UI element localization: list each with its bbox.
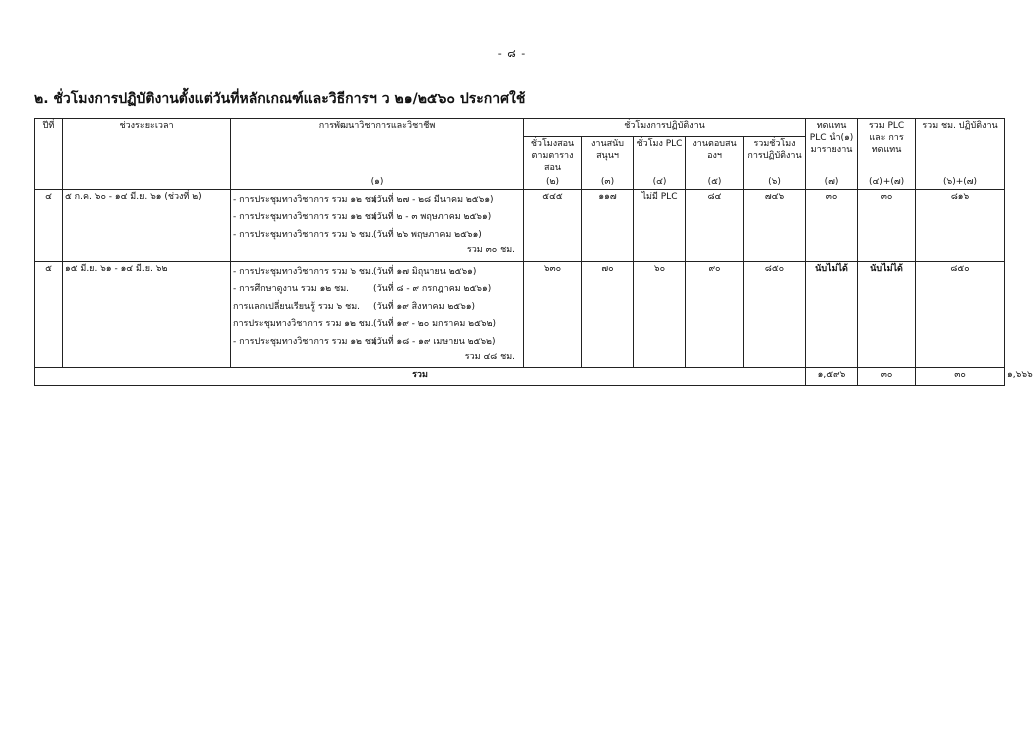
header-development-no: (๑)	[231, 175, 524, 190]
activity-item	[233, 298, 521, 316]
activity-name: - การประชุมทางวิชาการ รวม ๑๒ ชม.	[233, 194, 380, 205]
row-sum-hours: ๗๔๖	[744, 190, 806, 262]
activity-date: (วันที่ ๒๗ - ๒๘ มีนาคม ๒๕๖๑)	[373, 194, 494, 205]
header-plc-total: รวม PLC และ การทดแทน	[858, 119, 916, 176]
activity-name: การแลกเปลี่ยนเรียนรู้ รวม ๖ ชม.	[233, 301, 361, 312]
header-plc: ชั่วโมง PLC	[634, 137, 686, 176]
row-period: ๕ ก.ค. ๖๐ - ๑๔ มี.ย. ๖๑ (ช่วงที่ ๒)	[63, 190, 231, 262]
row-plc: ไม่มี PLC	[634, 190, 686, 262]
row-replace: นับไม่ได้	[806, 262, 858, 368]
header-other: งานตอบสนองฯ	[686, 137, 744, 176]
footer-sum-hours: ๑,๕๙๖	[806, 368, 858, 386]
activity-item	[233, 281, 521, 299]
activity-item	[233, 226, 521, 244]
row-activities	[231, 190, 524, 262]
activity-name: - การประชุมทางวิชาการ รวม ๑๒ ชม.	[233, 212, 380, 223]
activities-total: รวม ๓๐ ชม.	[466, 244, 515, 255]
table-footer-row: รวม ๑,๕๙๖ ๓๐ ๓๐ ๑,๖๖๖	[35, 368, 1005, 386]
header-year: ปีที่	[35, 119, 63, 190]
header-period-blank	[63, 175, 231, 190]
page-number: - ๘ -	[497, 47, 527, 60]
footer-label: รวม	[35, 368, 806, 386]
activity-date: (วันที่ ๘ - ๙ กรกฎาคม ๒๕๖๑)	[373, 284, 492, 295]
activity-name: - การประชุมทางวิชาการ รวม ๖ ชม.	[233, 266, 374, 277]
row-other: ๘๔	[686, 190, 744, 262]
activity-date: (วันที่ ๒ - ๓ พฤษภาคม ๒๕๖๑)	[373, 212, 492, 223]
header-total-no: (๖)+(๗)	[916, 175, 1005, 190]
header-plc-total-no: (๔)+(๗)	[858, 175, 916, 190]
header-other-no: (๕)	[686, 175, 744, 190]
header-hours-group: ชั่วโมงการปฏิบัติงาน	[524, 119, 806, 137]
row-activities	[231, 262, 524, 368]
row-total: ๘๕๐	[916, 262, 1005, 368]
activity-item	[233, 263, 521, 281]
row-plc-total: นับไม่ได้	[858, 262, 916, 368]
activity-date: (วันที่ ๑๗ มิถุนายน ๒๕๖๑)	[373, 266, 477, 277]
row-teaching: ๖๓๐	[524, 262, 582, 368]
activity-item	[233, 333, 521, 351]
footer-replace: ๓๐	[858, 368, 916, 386]
work-hours-table	[34, 118, 1033, 386]
row-period: ๑๕ มี.ย. ๖๑ - ๑๔ มี.ย. ๖๒	[63, 262, 231, 368]
row-support: ๑๑๗	[582, 190, 634, 262]
header-teaching-no: (๒)	[524, 175, 582, 190]
header-replace: ทดแทน PLC นำ(๑) มารายงาน	[806, 119, 858, 176]
table-row	[35, 190, 1005, 262]
table-row	[35, 262, 1005, 368]
header-period: ช่วงระยะเวลา	[63, 119, 231, 176]
header-total: รวม ชม. ปฏิบัติงาน	[916, 119, 1005, 176]
header-sum-hours-no: (๖)	[744, 175, 806, 190]
activity-item	[233, 209, 521, 227]
row-support: ๗๐	[582, 262, 634, 368]
header-sum-hours: รวมชั่วโมง การปฏิบัติงาน	[744, 137, 806, 176]
header-teaching: ชั่วโมงสอน ตามตารางสอน	[524, 137, 582, 176]
row-sum-hours: ๘๕๐	[744, 262, 806, 368]
header-development: การพัฒนาวิชาการและวิชาชีพ	[231, 119, 524, 176]
activity-date: (วันที่ ๑๘ - ๑๙ เมษายน ๒๕๖๒)	[373, 336, 496, 347]
activity-name: - การประชุมทางวิชาการ รวม ๑๒ ชม.	[233, 336, 380, 347]
row-year: ๔	[35, 190, 63, 262]
row-total: ๘๑๖	[916, 190, 1005, 262]
row-plc: ๖๐	[634, 262, 686, 368]
activities-total: รวม ๔๘ ชม.	[464, 351, 515, 362]
activity-name: การประชุมทางวิชาการ รวม ๑๒ ชม.	[233, 319, 374, 330]
activity-name: - การประชุมทางวิชาการ รวม ๖ ชม.	[233, 229, 374, 240]
activity-item	[233, 191, 521, 209]
activity-date: (วันที่ ๑๙ - ๒๐ มกราคม ๒๕๖๒)	[373, 319, 497, 330]
section-heading: ๒. ชั่วโมงการปฏิบัติงานตั้งแต่วันที่หลักเกณฑ์และวิธีการฯ ว ๒๑/๒๕๖๐ ประกาศใช้	[34, 91, 526, 107]
row-other: ๙๐	[686, 262, 744, 368]
row-replace: ๓๐	[806, 190, 858, 262]
header-replace-no: (๗)	[806, 175, 858, 190]
row-year: ๕	[35, 262, 63, 368]
activity-date: (วันที่ ๒๖ พฤษภาคม ๒๕๖๑)	[373, 229, 482, 240]
header-support-no: (๓)	[582, 175, 634, 190]
row-plc-total: ๓๐	[858, 190, 916, 262]
row-teaching: ๕๔๕	[524, 190, 582, 262]
activity-date: (วันที่ ๑๙ สิงหาคม ๒๕๖๑)	[373, 301, 476, 312]
activity-item	[233, 316, 521, 334]
header-plc-no: (๔)	[634, 175, 686, 190]
footer-plc-total: ๓๐	[916, 368, 1005, 386]
header-support: งานสนับสนุนฯ	[582, 137, 634, 176]
activity-name: - การศึกษาดูงาน รวม ๑๒ ชม.	[233, 284, 349, 295]
